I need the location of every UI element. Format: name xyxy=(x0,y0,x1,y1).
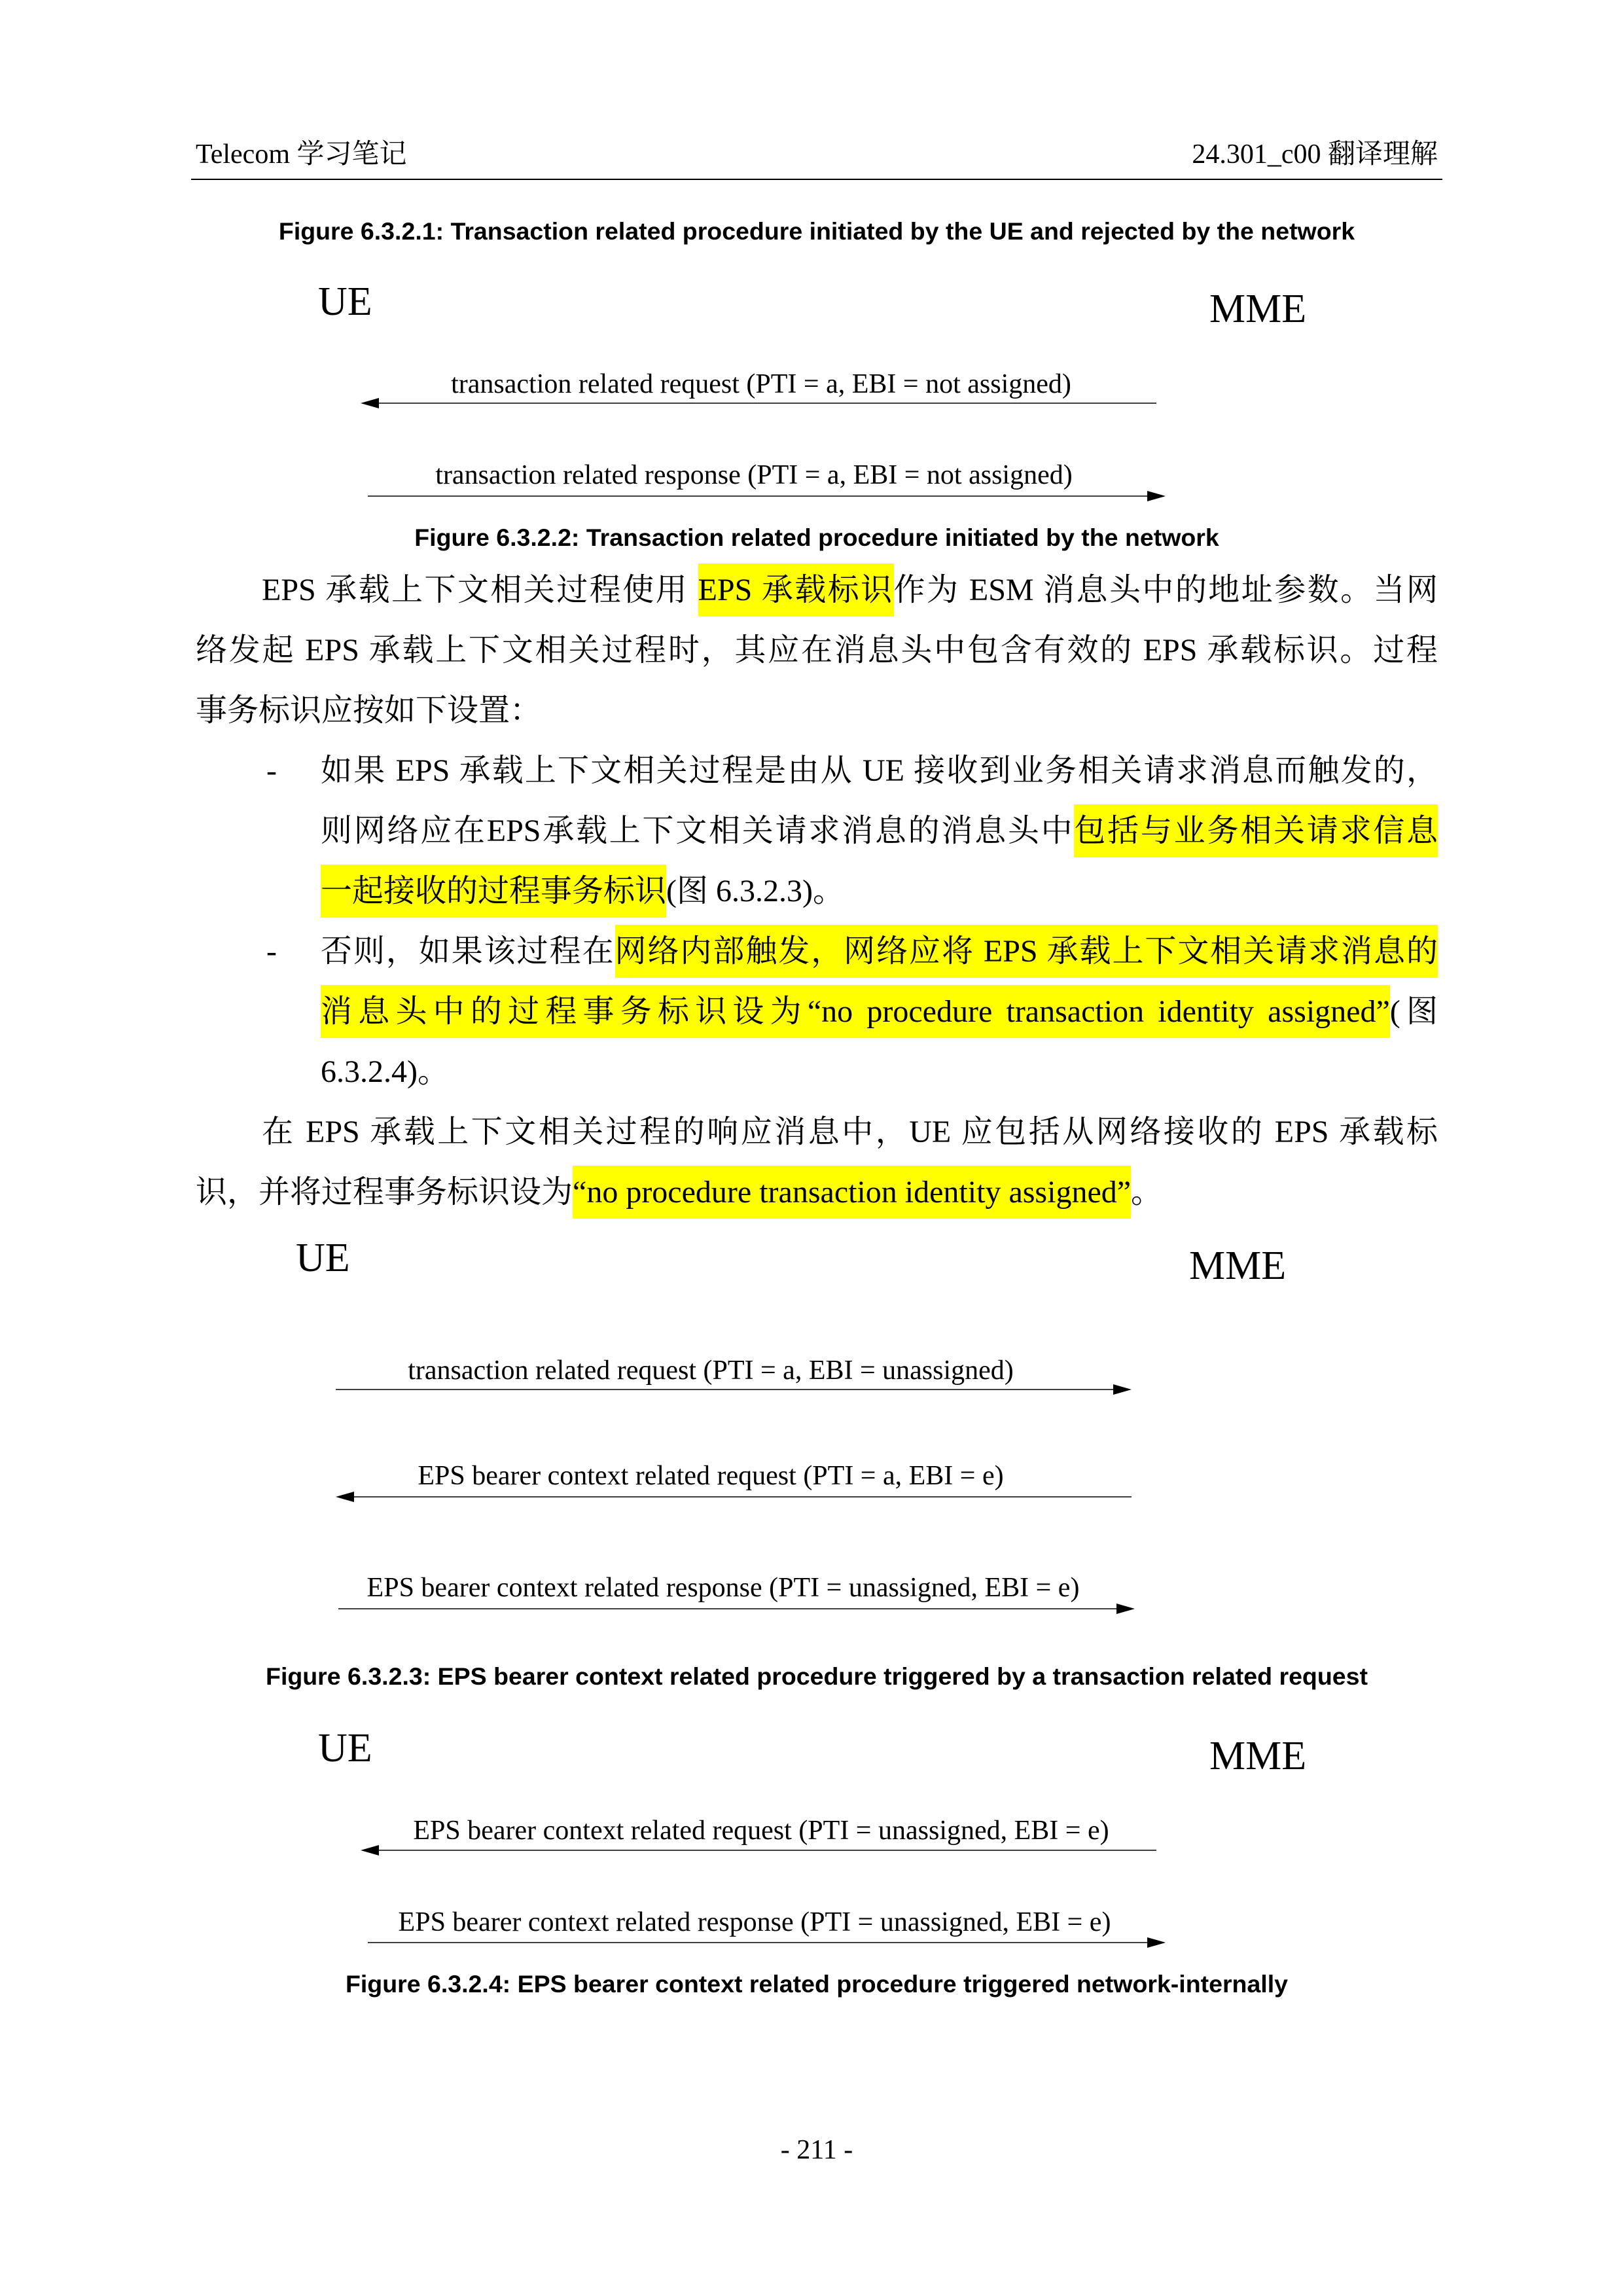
page-number: - 211 - xyxy=(780,2135,853,2165)
header-right-title: 24.301_c00 翻译理解 xyxy=(1192,139,1438,170)
highlighted-text-run: “no procedure transaction identity assigned” xyxy=(573,1166,1131,1219)
highlighted-text-run: 消息头中的过程事务标识设为“no procedure transaction identity assigned” xyxy=(321,985,1390,1038)
text-run: 否则，如果该过程在 xyxy=(321,934,615,969)
arrowhead-right xyxy=(1147,1937,1166,1948)
arrowhead-left xyxy=(336,1492,354,1502)
highlighted-text-run: 包括与业务相关请求信息 xyxy=(1074,804,1438,857)
paragraph-1-line xyxy=(196,681,1438,741)
text-run: 事务标识应按如下设置： xyxy=(196,693,542,728)
message-label: transaction related request (PTI = a, EBI = unassigned) xyxy=(408,1355,1014,1386)
figure-caption-6-3-2-4: Figure 6.3.2.4: EPS bearer context related procedure triggered network-internally xyxy=(345,1970,1288,1998)
text-run: 在 EPS 承载上下文相关过程的响应消息中，UE 应包括从网络接收的 EPS 承载标 xyxy=(262,1115,1438,1149)
arrowhead-right xyxy=(1116,1604,1135,1614)
entity-label-ue: UE xyxy=(296,1236,350,1280)
paragraph-2-line xyxy=(196,1162,1438,1223)
figure-caption-6-3-2-1: Figure 6.3.2.1: Transaction related procedure initiated by the UE and rejected by the network xyxy=(278,217,1355,245)
message-label: EPS bearer context related request (PTI = unassigned, EBI = e) xyxy=(413,1816,1109,1846)
message-label: EPS bearer context related response (PTI = unassigned, EBI = e) xyxy=(398,1907,1111,1937)
bullet-1-line xyxy=(266,741,1438,801)
entity-label-mme: MME xyxy=(1209,1734,1307,1778)
message-label: EPS bearer context related request (PTI = a, EBI = e) xyxy=(418,1461,1004,1491)
header-left-title: Telecom 学习笔记 xyxy=(196,139,407,170)
text-run: EPS 承载上下文相关过程使用 xyxy=(262,573,698,607)
paragraph-1-line xyxy=(196,620,1438,681)
body-text xyxy=(196,560,1438,1223)
bullet-2-line xyxy=(266,922,1438,982)
bullet-1-line xyxy=(321,861,1438,922)
bullet-2-line xyxy=(321,1042,1438,1102)
arrowhead-right xyxy=(1147,491,1166,501)
highlighted-text-run: 网络内部触发，网络应将 EPS 承载上下文相关请求消息的 xyxy=(615,925,1438,978)
text-run: 识，并将过程事务标识设为 xyxy=(196,1175,573,1210)
bullet-marker: - xyxy=(266,934,277,969)
text-run: (图 xyxy=(1389,994,1438,1029)
bullet-1-line xyxy=(321,801,1438,861)
text-run: 如果 EPS 承载上下文相关过程是由从 UE 接收到业务相关请求消息而触发的， xyxy=(321,753,1438,788)
arrowhead-right xyxy=(1113,1384,1132,1395)
text-run: (图 6.3.2.3)。 xyxy=(666,874,844,908)
bullet-2-line xyxy=(321,982,1438,1042)
entity-label-ue: UE xyxy=(318,1726,372,1770)
bullet-marker: - xyxy=(266,753,277,788)
entity-label-mme: MME xyxy=(1189,1244,1287,1288)
text-run: 。 xyxy=(1131,1175,1163,1210)
text-run: 则网络应在EPS承载上下文相关请求消息的消息头中 xyxy=(321,814,1075,848)
entity-label-mme: MME xyxy=(1209,287,1307,331)
highlighted-text-run: 一起接收的过程事务标识 xyxy=(321,865,666,918)
message-label: transaction related response (PTI = a, EBI = not assigned) xyxy=(435,460,1073,490)
figure-caption-6-3-2-2: Figure 6.3.2.2: Transaction related procedure initiated by the network xyxy=(414,524,1219,551)
message-label: transaction related request (PTI = a, EBI = not assigned) xyxy=(451,369,1071,399)
paragraph-2-line xyxy=(196,1102,1438,1162)
arrowhead-left xyxy=(361,1845,379,1856)
entity-label-ue: UE xyxy=(318,279,372,324)
text-run: 6.3.2.4)。 xyxy=(321,1054,449,1089)
text-run: 络发起 EPS 承载上下文相关过程时，其应在消息头中包含有效的 EPS 承载标识。过程 xyxy=(196,633,1438,668)
figure-caption-6-3-2-3: Figure 6.3.2.3: EPS bearer context related procedure triggered by a transaction related request xyxy=(266,1662,1368,1690)
message-label: EPS bearer context related response (PTI = unassigned, EBI = e) xyxy=(366,1573,1080,1603)
text-run: 作为 ESM 消息头中的地址参数。当网 xyxy=(893,573,1438,607)
paragraph-1-line xyxy=(196,560,1438,620)
arrowhead-left xyxy=(361,398,379,408)
highlighted-text-run: EPS 承载标识 xyxy=(698,564,894,617)
header-rule xyxy=(191,179,1442,180)
